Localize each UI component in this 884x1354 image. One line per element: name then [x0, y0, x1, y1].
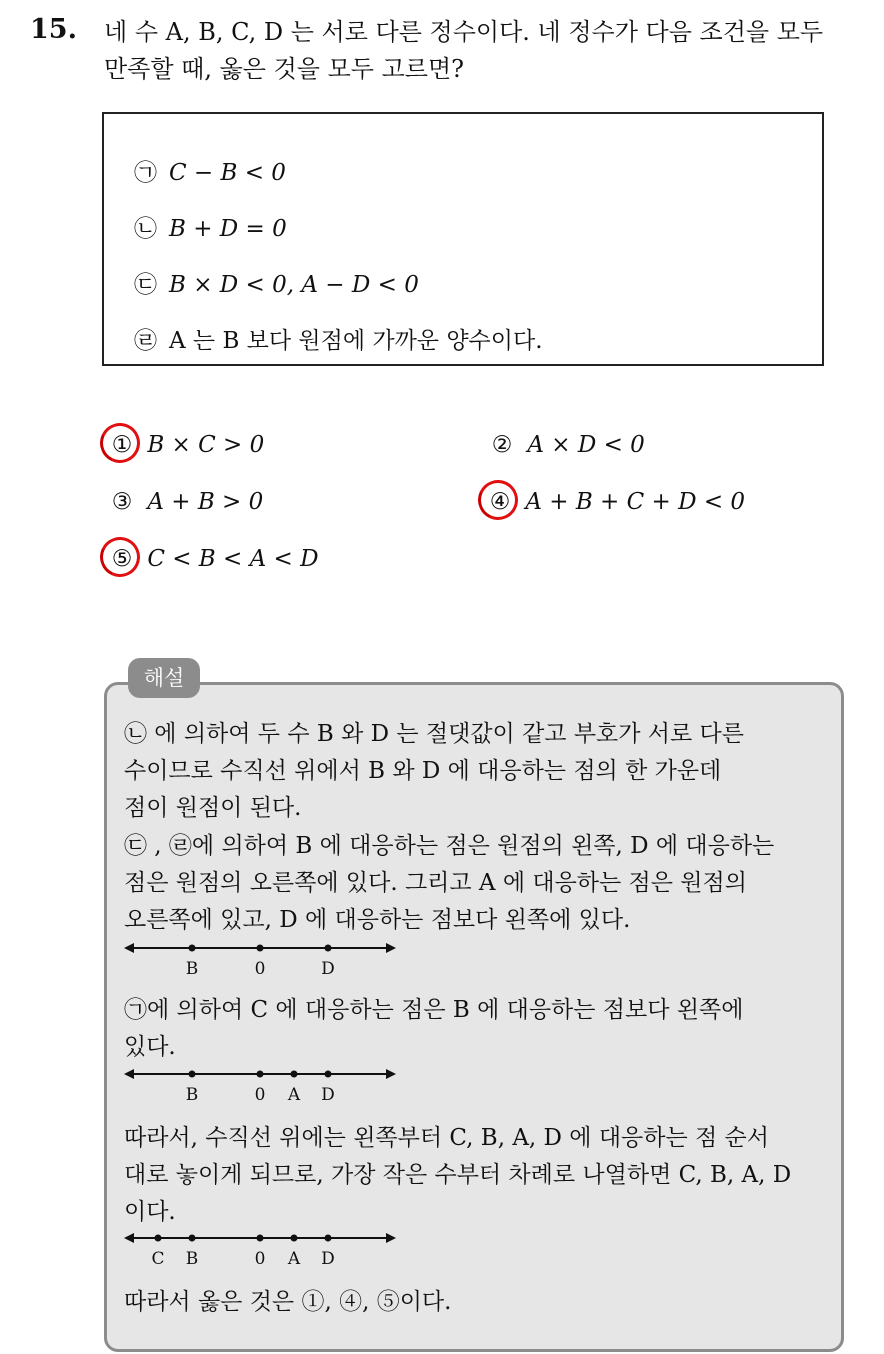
option-3[interactable] — [104, 489, 263, 515]
solution-line: 이다. — [124, 1199, 176, 1225]
solution-line: ㉠에 의하여 C 에 대응하는 점은 B 에 대응하는 점보다 왼쪽에 — [124, 997, 744, 1023]
label-d: D — [321, 1249, 335, 1269]
label-d: D — [321, 959, 335, 979]
solution-line: 따라서 옳은 것은 ①, ④, ⑤이다. — [124, 1289, 452, 1315]
point-b — [189, 1071, 196, 1078]
condition-4 — [134, 322, 543, 355]
label-b: B — [185, 1249, 199, 1269]
condition-mark: ㉣ — [134, 328, 157, 354]
label-b: B — [185, 1085, 199, 1105]
option-2[interactable] — [484, 432, 645, 458]
label-origin: 0 — [254, 1249, 266, 1269]
solution-line: 수이므로 수직선 위에서 B 와 D 에 대응하는 점의 한 가운데 — [124, 758, 722, 784]
point-origin — [257, 945, 264, 952]
solution-line: 점은 원점의 오른쪽에 있다. 그리고 A 에 대응하는 점은 원점의 — [124, 870, 747, 896]
point-c — [155, 1235, 162, 1242]
solution-paragraph-3 — [124, 992, 824, 1066]
solution-answer — [124, 1284, 824, 1321]
solution-line: ㉢ , ㉣에 의하여 B 에 대응하는 점은 원점의 왼쪽, D 에 대응하는 — [124, 833, 775, 859]
conditions-box — [102, 112, 824, 366]
solution-line: 따라서, 수직선 위에는 왼쪽부터 C, B, A, D 에 대응하는 점 순서 — [124, 1125, 769, 1151]
option-number: ⑤ — [104, 546, 140, 572]
solution-line: 점이 원점이 된다. — [124, 795, 302, 821]
condition-text: B × D < 0, A − D < 0 — [169, 272, 419, 298]
option-4[interactable] — [482, 489, 745, 515]
option-number: ① — [104, 432, 140, 458]
solution-line: 대로 놓이게 되므로, 가장 작은 수부터 차례로 나열하면 C, B, A, D — [124, 1162, 792, 1188]
label-a: A — [287, 1085, 301, 1105]
answer-circle-mark — [94, 417, 145, 468]
point-a — [291, 1071, 298, 1078]
label-c: C — [151, 1249, 165, 1269]
label-d: D — [321, 1085, 335, 1105]
condition-text: C − B < 0 — [169, 160, 286, 186]
condition-mark: ㉡ — [134, 216, 157, 242]
number-line-1 — [120, 936, 410, 982]
condition-mark: ㉠ — [134, 160, 157, 186]
answer-circle-mark — [472, 474, 523, 525]
label-origin: 0 — [254, 1085, 266, 1105]
option-text: A + B + C + D < 0 — [525, 489, 746, 515]
option-text: A + B > 0 — [147, 489, 264, 515]
solution-paragraph-2 — [124, 828, 824, 939]
condition-text: B + D = 0 — [169, 216, 287, 242]
condition-2 — [134, 210, 287, 243]
point-d — [325, 1071, 332, 1078]
option-number: ④ — [482, 489, 518, 515]
point-b — [189, 1235, 196, 1242]
condition-mark: ㉢ — [134, 272, 157, 298]
solution-tag: 해설 — [128, 658, 200, 698]
number-line-2 — [120, 1062, 410, 1108]
question-number: 15. — [30, 14, 77, 45]
question-line: 네 수 A, B, C, D 는 서로 다른 정수이다. 네 정수가 다음 조건을 모두 — [104, 18, 824, 46]
option-text: C < B < A < D — [147, 546, 319, 572]
option-1[interactable] — [104, 432, 264, 458]
number-line-3 — [120, 1226, 410, 1272]
point-d — [325, 945, 332, 952]
condition-1 — [134, 154, 286, 187]
condition-text: A 는 B 보다 원점에 가까운 양수이다. — [169, 328, 543, 354]
point-a — [291, 1235, 298, 1242]
point-b — [189, 945, 196, 952]
label-origin: 0 — [254, 959, 266, 979]
solution-paragraph-1 — [124, 716, 824, 827]
label-a: A — [287, 1249, 301, 1269]
point-origin — [257, 1071, 264, 1078]
label-b: B — [185, 959, 199, 979]
point-d — [325, 1235, 332, 1242]
option-text: B × C > 0 — [147, 432, 265, 458]
question-text — [104, 14, 864, 88]
solution-line: 오른쪽에 있고, D 에 대응하는 점보다 왼쪽에 있다. — [124, 907, 631, 933]
point-origin — [257, 1235, 264, 1242]
solution-line: ㉡ 에 의하여 두 수 B 와 D 는 절댓값이 같고 부호가 서로 다른 — [124, 721, 744, 747]
question-line: 만족할 때, 옳은 것을 모두 고르면? — [104, 55, 465, 83]
option-5[interactable] — [104, 546, 319, 572]
condition-3 — [134, 266, 419, 299]
option-number: ② — [491, 432, 513, 458]
solution-paragraph-4 — [124, 1120, 824, 1231]
solution-line: 있다. — [124, 1034, 176, 1060]
answer-circle-mark — [94, 531, 145, 582]
option-number: ③ — [111, 489, 133, 515]
option-text: A × D < 0 — [527, 432, 645, 458]
